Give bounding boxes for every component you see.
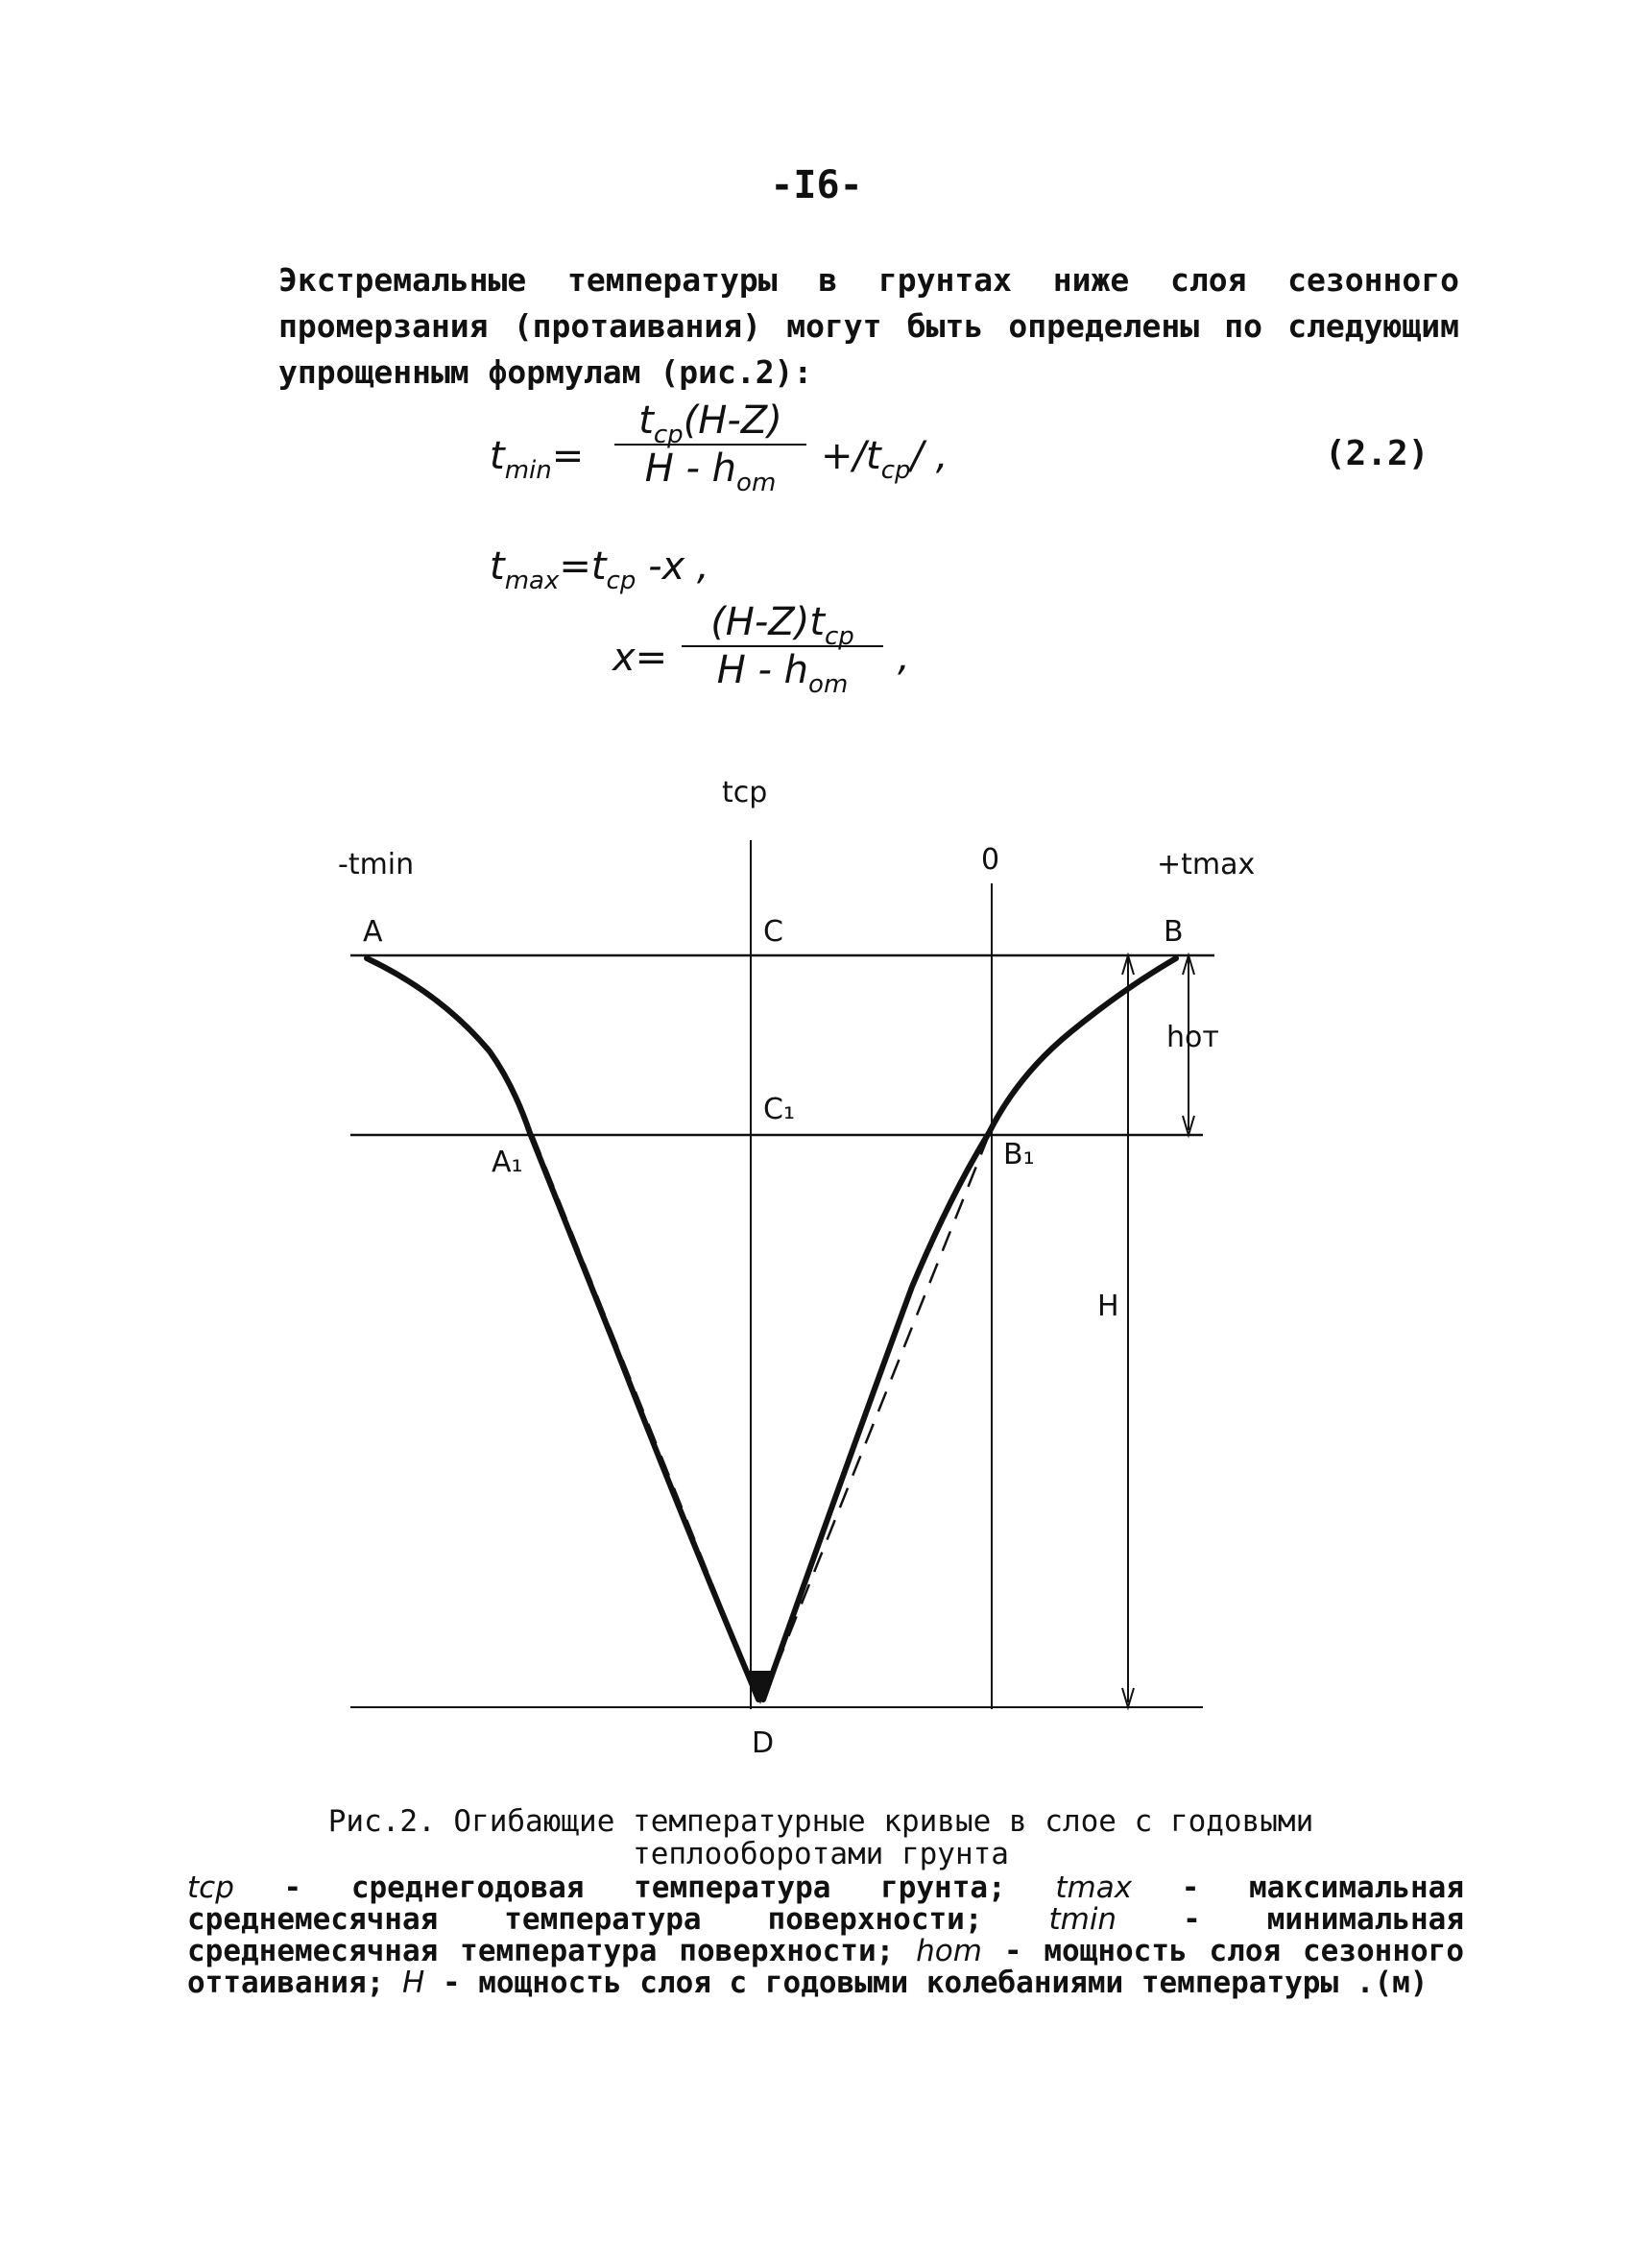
tmax-envelope-curve [763,958,1176,1700]
label-B1: B₁ [1003,1138,1035,1171]
formula-x-lhs: x= [612,636,668,680]
label-C: C [763,915,783,949]
intro-paragraph: Экстремальные температуры в грунтах ниже слоя сезонного промерзания (протаивания) могут быть определены по следующим упрощенным формулам (рис.2): [278,261,1459,391]
formula-tmin-denominator: H - $h_{om}$ [644,446,777,497]
label-hot: hот [1166,1021,1219,1054]
formula-tmin-numerator: $t_{cp}(H-Z)$ [638,398,782,449]
formula-x-numerator: $(H-Z)t_{cp}$ [710,600,854,651]
label-H: H [1097,1290,1119,1323]
formula-x-denominator: H - $h_{om}$ [716,648,849,699]
figure-caption: Рис.2. Огибающие температурные кривые в слое с годовыми теплооборотами грунта [327,1804,1314,1871]
tmax-linear-approx [763,1135,989,1700]
formula-tmin-fraction [614,398,806,497]
legend-symbol-tmin: tmin [1048,1902,1117,1937]
legend-symbol-H: H [401,1966,425,2000]
label-B: B [1164,915,1184,949]
label-A: A [363,915,383,949]
formula-x-tail: , [898,636,910,680]
label-pos-tmax: +tmax [1157,848,1256,881]
tmin-envelope-curve [367,958,758,1700]
label-D: D [752,1726,775,1760]
equation-number: (2.2) [1325,434,1429,473]
label-tcp: tcp [722,776,768,809]
label-neg-tmin: -tmin [338,848,415,881]
legend-symbol-tcp: tcp [187,1870,234,1905]
formula-tmin-tail: $+/t_{cp}/$ , [821,434,949,485]
formula-tmin-lhs: $t_{min}=$ [490,434,585,485]
legend-symbol-tmax: tmax [1055,1870,1133,1905]
formula-x-fraction [682,600,883,699]
legend-symbol-hom: hom [916,1934,982,1968]
formula-tmax: $t_{max}=t_{cp}$ -x , [490,544,709,595]
label-zero: 0 [981,843,1000,877]
label-C1: C₁ [763,1093,795,1126]
figure-legend: tcp - среднегодовая температура грунта; tmax - максимальная среднемесячная температура поверхности; tmin - минимальная среднемесячная температура поверхности; hom - мощность слоя сезонного оттаивания; H - мощность слоя с годовыми колебаниями температуры .(м) [187,1870,1464,2000]
fraction-bar [614,444,806,446]
label-A1: A₁ [492,1146,523,1179]
page-number: -I6- [770,163,863,207]
temperature-envelope-diagram [0,749,1633,1767]
